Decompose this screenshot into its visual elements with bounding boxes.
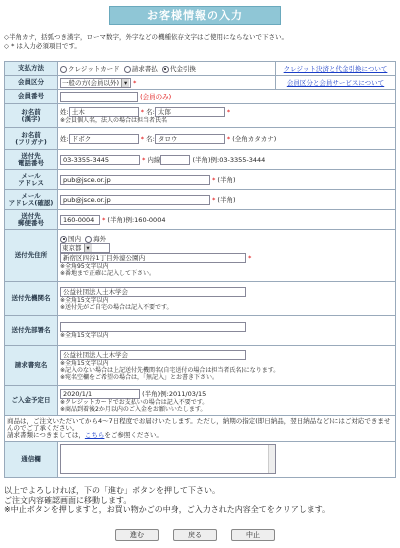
- org-note-2: ※送付先がご自宅の場合は記入不要です。: [60, 303, 173, 311]
- email-label: [5, 170, 58, 190]
- member-no-input[interactable]: [60, 92, 138, 102]
- back-button[interactable]: 戻る: [173, 529, 217, 541]
- address-overseas-label: 海外: [93, 235, 107, 243]
- email-confirm-input[interactable]: pub@jsce.or.jp: [60, 195, 210, 205]
- name-mei-label: 名:: [146, 108, 155, 116]
- name-mei-input[interactable]: 太郎: [155, 107, 225, 117]
- address-domestic-label: 国内: [68, 235, 81, 243]
- chevron-down-icon: ▾: [121, 79, 129, 87]
- payment-invoice-radio[interactable]: [124, 66, 131, 73]
- date-note-2: ※商品到着後2か月以内のご入金をお願いいたします。: [60, 405, 207, 413]
- org-label: 送付先機関名: [5, 282, 58, 316]
- customer-form: 支払方法 クレジットカード 請求書払 代金引換 クレジット決済と代金引換について 会員区分 一般の方(会員以外) ▾ * 会員区分と会員サービスについて 会員番号 (会員のみ) お名前 (漢字) 姓: 土木 * 名: 太郎 * ※会員個人名，法人の場合は担当者氏名 お名前 (フリガナ) 姓: ドボク * 名: タロウ * (全角カタカナ) 送付先 電話番号 03-3355-3445 * 内線 (半角)例:03-3355-3444 メール アドレス pub@jsce.or.jp * (半角) メール アドレス(確認) pub@jsce.or.jp * (半角) 送付先 郵便番号 160-0004 * (半角)例:160-0004 送付先住所 国内 海外 東京都 ▾ 新宿区四谷1丁目外濠公園内 * ※全角95文字以内 ※番地まで正確に記入して下さい。 送付先機関名 公益社団法人土木学会 ※全角15文字以内 ※送付先がご自宅の場合は記入不要です。 送付先部署名 ※全角15文字以内 請求書宛名 公益社団法人土木学会 ※全角15文字以内 ※記入のない場合は上記送付先機関名(自宅送付の場合は担当者氏名)になります。 ※宛名空欄をご希望の場合は，「無記入」とお書き下さい。 ご入金予定日 2020/1/1 (半角)例:2011/03/15 ※クレジットカードでお支払いの場合は記入不要です。 ※商品到着後2か月以内のご入金をお願いいたします。 商品は，ご注文いただいてから4～7日程度でお届けいたします。ただし，納期の指定(即日納品，翌日納品など)にはご対応できませんのでご了承ください。 請求書類につきましては，こちらをご参照ください。 通信欄: [4, 61, 396, 478]
- date-note-1: ※クレジットカードでお支払いの場合は記入不要です。: [60, 398, 209, 406]
- zip-hint: (半角)例:160-0004: [107, 215, 166, 224]
- kana-label: [5, 128, 58, 150]
- invoice-note-2: ※記入のない場合は上記送付先機関名(自宅送付の場合は担当者氏名)になります。: [60, 367, 280, 374]
- invoice-note-1: ※全角15文字以内: [60, 360, 109, 367]
- phone-label-1: 送付先: [21, 151, 41, 160]
- kana-label-1: お名前: [21, 130, 41, 139]
- kana-sei-input[interactable]: ドボク: [69, 134, 139, 144]
- payment-invoice-label: 請求書払: [131, 65, 158, 73]
- org-input[interactable]: 公益社団法人土木学会: [60, 287, 246, 297]
- date-label: ご入金予定日: [5, 386, 58, 416]
- email-label-1: メール: [21, 171, 41, 180]
- bottom-line-3: ※中止ボタンを押しますと，お買い物かごの中身，ご入力された内容全てをクリアします。: [4, 505, 331, 514]
- email-input[interactable]: pub@jsce.or.jp: [60, 175, 210, 185]
- prefecture-select[interactable]: [60, 243, 110, 253]
- email-hint: (半角): [217, 175, 236, 184]
- name-note: ※会員個人名，法人の場合は担当者氏名: [60, 117, 168, 124]
- invoice-label: 請求書宛名: [5, 346, 58, 386]
- name-label-2: (漢字): [21, 114, 41, 123]
- phone-label-2: 電話番号: [18, 158, 44, 167]
- payment-credit-radio[interactable]: [60, 66, 67, 73]
- member-type-select[interactable]: [60, 78, 131, 88]
- delivery-info: [5, 416, 396, 442]
- phone-ext-input[interactable]: [160, 155, 190, 165]
- payment-label: 支払方法: [5, 62, 58, 76]
- next-button[interactable]: 進む: [115, 529, 159, 541]
- address-input[interactable]: 新宿区四谷1丁目外濠公園内: [60, 253, 246, 263]
- chevron-down-icon: ▾: [84, 244, 92, 252]
- member-type-label: 会員区分: [5, 76, 58, 90]
- address-overseas-radio[interactable]: [85, 236, 92, 243]
- payment-cod-radio[interactable]: [162, 66, 169, 73]
- invoice-note-3: ※宛名空欄をご希望の場合は，「無記入」とお書き下さい。: [60, 374, 219, 381]
- dept-note: ※全角15文字以内: [60, 332, 109, 339]
- zip-label: [5, 210, 58, 230]
- comm-scrollbar[interactable]: [268, 445, 275, 473]
- address-note-1: ※全角95文字以内: [60, 263, 109, 270]
- email2-label: [5, 190, 58, 210]
- payment-credit-label: クレジットカード: [68, 65, 120, 73]
- comm-textarea[interactable]: [60, 444, 276, 474]
- page-title: お客様情報の入力: [109, 6, 281, 25]
- invoice-info-link[interactable]: こちら: [84, 431, 105, 439]
- payment-info-link[interactable]: クレジット決済と代金引換について: [283, 65, 388, 73]
- name-label-1: お名前: [21, 107, 41, 116]
- phone-input[interactable]: 03-3355-3445: [60, 155, 140, 165]
- invoice-input[interactable]: 公益社団法人土木学会: [60, 350, 246, 360]
- address-label: 送付先住所: [5, 230, 58, 282]
- name-label: [5, 104, 58, 128]
- email2-hint: (半角): [217, 195, 236, 204]
- member-no-label: 会員番号: [5, 90, 58, 104]
- comm-label: 通信欄: [5, 442, 58, 478]
- payment-date-input[interactable]: 2020/1/1: [60, 389, 140, 399]
- note-required: ◇ * は入力必須項目です。: [4, 42, 81, 50]
- delivery-text: 商品は，ご注文いただいてから4～7日程度でお届けいたします。ただし，納期の指定(即日納品，翌日納品など)にはご対応できませんのでご了承ください。: [7, 417, 391, 432]
- delivery-text-2a: 請求書類につきましては，: [7, 431, 85, 439]
- note-kana: ◇半角カナ，括弧つき漢字，ローマ数字，外字などの機種依存文字はご使用にならないで下さい。: [4, 33, 289, 41]
- kana-note: (全角カタカナ): [232, 134, 277, 143]
- name-sei-label: 姓:: [60, 108, 69, 116]
- phone-ext-label: 内線: [147, 155, 161, 164]
- phone-label: [5, 150, 58, 170]
- payment-cod-label: 代金引換: [169, 65, 196, 73]
- zip-label-1: 送付先: [21, 211, 41, 220]
- address-domestic-radio[interactable]: [60, 236, 67, 243]
- kana-sei-label: 姓:: [60, 134, 69, 143]
- name-sei-input[interactable]: 土木: [69, 107, 139, 117]
- bottom-line-1: 以上でよろしければ，下の「進む」ボタンを押して下さい。: [4, 486, 220, 495]
- zip-label-2: 郵便番号: [18, 218, 44, 227]
- member-type-value: 一般の方(会員以外): [62, 78, 120, 87]
- prefecture-value: 東京都: [62, 244, 82, 252]
- kana-label-2: (フリガナ): [15, 137, 47, 146]
- org-note-1: ※全角15文字以内: [60, 296, 109, 304]
- payment-options: [58, 62, 276, 76]
- cancel-button[interactable]: 中止: [231, 529, 275, 541]
- kana-mei-label: 名:: [146, 134, 155, 143]
- bottom-instructions: [4, 486, 396, 515]
- date-hint: (半角)例:2011/03/15: [142, 389, 207, 398]
- email2-label-1: メール: [21, 191, 41, 200]
- email-label-2: アドレス: [18, 178, 44, 187]
- address-note-2: ※番地まで正確に記入して下さい。: [60, 270, 156, 277]
- dept-label: 送付先部署名: [5, 316, 58, 346]
- kana-mei-input[interactable]: タロウ: [155, 134, 225, 144]
- bottom-line-2: ご注文内容確認画面に移動します。: [4, 495, 132, 505]
- member-info-link[interactable]: 会員区分と会員サービスについて: [286, 79, 385, 87]
- dept-input[interactable]: [60, 322, 246, 332]
- delivery-text-2b: をご参照ください。: [104, 431, 163, 439]
- zip-input[interactable]: 160-0004: [60, 215, 100, 225]
- member-no-note: (会員のみ): [140, 92, 172, 101]
- phone-hint: (半角)例:03-3355-3444: [192, 155, 266, 164]
- notes: [4, 33, 288, 51]
- email2-label-2: アドレス(確認): [8, 198, 54, 207]
